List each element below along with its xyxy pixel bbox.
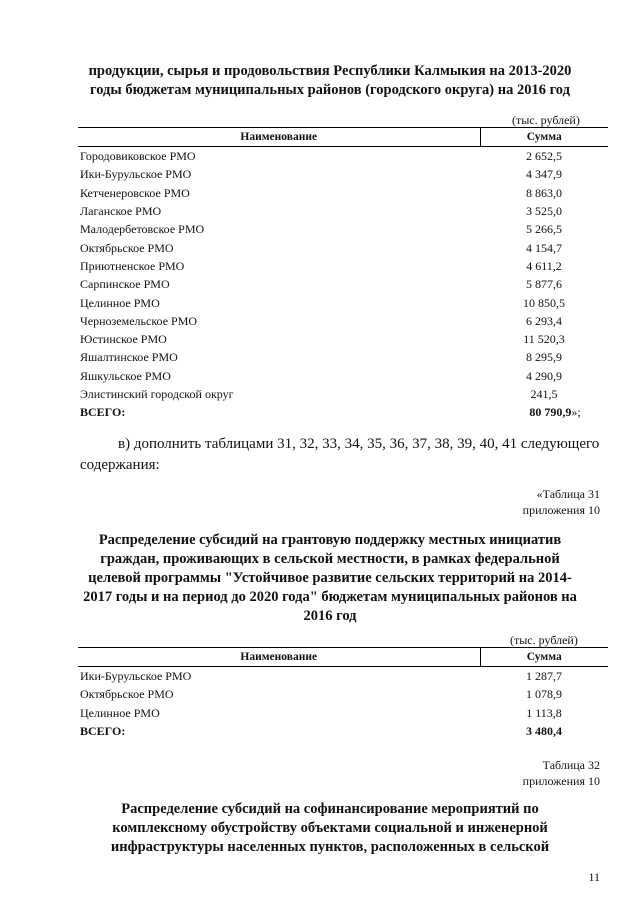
top-heading-line: годы бюджетам муниципальных районов (городского округа) на 2016 год: [90, 82, 570, 98]
table-row: [78, 257, 608, 275]
row-name: Яшкульское РМО: [80, 368, 171, 383]
row-value: 2 652,5: [526, 149, 562, 164]
row-value: 8 295,9: [526, 350, 562, 365]
table-row: [78, 202, 608, 220]
row-name: Яшалтинское РМО: [80, 350, 178, 365]
row-value: 1 113,8: [526, 705, 562, 720]
table2-unit: (тыс. рублей): [510, 633, 578, 647]
heading-line: 2017 годы и на период до 2020 года" бюджетам муниципальных районов на: [83, 589, 577, 605]
heading-line: 2016 год: [303, 608, 357, 624]
row-value: 1 078,9: [526, 687, 562, 702]
row-name: Приютненское РМО: [80, 258, 185, 273]
table31-heading: [60, 531, 600, 626]
table1-total-row: [78, 403, 608, 421]
total-label: ВСЕГО:: [80, 405, 126, 420]
table1-header-row: [78, 128, 608, 147]
table2-header-row: [78, 648, 608, 667]
body-paragraph: [80, 434, 608, 476]
table-row: [78, 147, 608, 166]
table-row: [78, 184, 608, 202]
table-row: [78, 348, 608, 366]
row-value: 10 850,5: [523, 295, 565, 310]
table32-heading: [70, 800, 590, 857]
heading-line: инфраструктуры населенных пунктов, расположенных в сельской: [110, 839, 550, 855]
row-name: Октябрьское РМО: [80, 240, 174, 255]
row-name: Лаганское РМО: [80, 204, 162, 219]
ref-line: Таблица 32: [542, 758, 600, 772]
row-value: 5 877,6: [526, 277, 562, 292]
page-number: 11: [588, 870, 600, 884]
paragraph-line: содержания:: [80, 457, 160, 473]
total-value: 80 790,9: [529, 405, 572, 420]
heading-line: целевой программы "Устойчивое развитие сельских территорий на 2014-: [88, 570, 572, 586]
row-name: Целинное РМО: [80, 705, 160, 720]
table2-header-sum: Сумма: [480, 648, 608, 667]
heading-line: граждан, проживающих в сельской местности, в рамках федеральной: [100, 551, 560, 567]
table2-total-row: [78, 722, 608, 740]
row-name: Кетченеровское РМО: [80, 185, 190, 200]
row-value: 4 611,2: [526, 258, 562, 273]
table-row: [78, 385, 608, 403]
heading-line: комплексному обустройству объектами социальной и инженерной: [112, 820, 548, 836]
row-value: 8 863,0: [526, 185, 562, 200]
total-label: ВСЕГО:: [80, 724, 126, 739]
row-value: 3 525,0: [526, 204, 562, 219]
table-row: [78, 685, 608, 703]
row-name: Ики-Бурульское РМО: [80, 669, 192, 684]
row-value: 4 347,9: [526, 167, 562, 182]
ref-line: приложения 10: [522, 503, 600, 517]
row-value: 5 266,5: [526, 222, 562, 237]
ref-line: приложения 10: [522, 774, 600, 788]
table1-header-sum: Сумма: [480, 128, 608, 147]
table1: [78, 127, 608, 421]
table-row: [78, 667, 608, 686]
heading-line: Распределение субсидий на софинансирование мероприятий по: [121, 801, 539, 817]
row-name: Целинное РМО: [80, 295, 160, 310]
row-value: 4 290,9: [526, 368, 562, 383]
table-row: [78, 220, 608, 238]
total-value: 3 480,4: [526, 724, 562, 739]
ref-line: «Таблица 31: [536, 487, 600, 501]
row-name: Сарпинское РМО: [80, 277, 170, 292]
row-name: Малодербетовское РМО: [80, 222, 205, 237]
table-row: [78, 165, 608, 183]
table31-reference: [523, 486, 600, 518]
row-name: Юстинское РМО: [80, 332, 167, 347]
row-name: Городовиковское РМО: [80, 149, 196, 164]
row-value: 6 293,4: [526, 313, 562, 328]
row-value: 241,5: [530, 387, 558, 401]
top-heading: [70, 62, 590, 100]
row-value: 4 154,7: [526, 240, 562, 255]
total-value-cell: [480, 403, 608, 421]
row-name: Черноземельское РМО: [80, 313, 198, 328]
table32-reference: [523, 757, 600, 789]
table-row: [78, 275, 608, 293]
table2: [78, 647, 608, 740]
row-value: 11 520,3: [523, 332, 565, 347]
heading-line: Распределение субсидий на грантовую поддержку местных инициатив: [98, 532, 562, 548]
row-name: Октябрьское РМО: [80, 687, 174, 702]
row-name: Ики-Бурульское РМО: [80, 167, 192, 182]
table-row: [78, 704, 608, 722]
row-value: 1 287,7: [526, 669, 562, 684]
table1-unit: (тыс. рублей): [512, 113, 580, 127]
table-row: [78, 367, 608, 385]
table-row: [78, 238, 608, 256]
table-row: [78, 293, 608, 311]
paragraph-line: в) дополнить таблицами 31, 32, 33, 34, 35, 36, 37, 38, 39, 40, 41 следующего: [118, 436, 600, 452]
top-heading-line: продукции, сырья и продовольствия Республики Калмыкия на 2013-2020: [88, 63, 572, 79]
table-row: [78, 330, 608, 348]
table2-header-name: Наименование: [78, 648, 480, 667]
table-row: [78, 312, 608, 330]
row-name: Элистинский городской округ: [80, 387, 234, 401]
total-suffix: »;: [571, 405, 581, 420]
table1-header-name: Наименование: [78, 128, 480, 147]
